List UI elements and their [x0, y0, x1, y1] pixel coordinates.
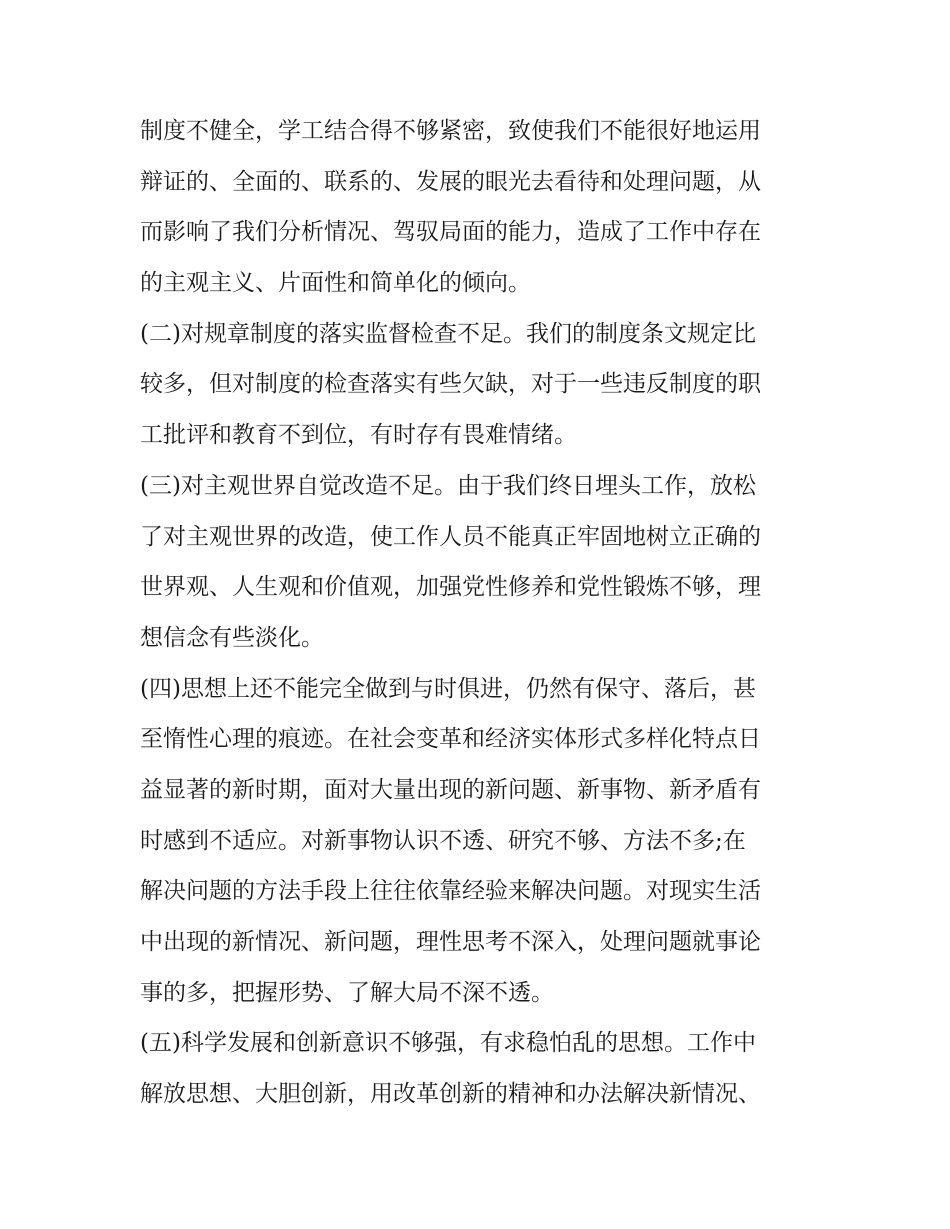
text-line: (四)思想上还不能完全做到与时俱进，仍然有保守、落后，甚: [140, 675, 756, 702]
text-line: 中出现的新情况、新问题，理性思考不深入，处理问题就事论: [140, 929, 761, 955]
text-line: 了对主观世界的改造，使工作人员不能真正牢固地树立正确的: [140, 523, 761, 550]
text-line: 解决问题的方法手段上往往依靠经验来解决问题。对现实生活: [140, 878, 761, 905]
text-line: 益显著的新时期，面对大量出现的新问题、新事物、新矛盾有: [140, 776, 761, 803]
document-body: [140, 106, 820, 1120]
text-line: (五)科学发展和创新意识不够强，有求稳怕乱的思想。工作中: [140, 1030, 756, 1057]
text-line: (二)对规章制度的落实监督检查不足。我们的制度条文规定比: [140, 320, 756, 347]
text-line: 辩证的、全面的、联系的、发展的眼光去看待和处理问题，从: [140, 168, 761, 195]
text-line: 至惰性心理的痕迹。在社会变革和经济实体形式多样化特点日: [140, 726, 761, 753]
text-line: 制度不健全，学工结合得不够紧密，致使我们不能很好地运用: [140, 118, 761, 144]
text-line: 世界观、人生观和价值观，加强党性修养和党性锻炼不够，理: [140, 574, 761, 601]
text-line: 想信念有些淡化。: [140, 624, 324, 651]
text-line: 而影响了我们分析情况、驾驭局面的能力，造成了工作中存在: [140, 219, 761, 246]
text-line: 解放思想、大胆创新，用改革创新的精神和办法解决新情况、: [140, 1081, 761, 1108]
text-line: 工批评和教育不到位，有时存有畏难情绪。: [140, 422, 577, 449]
text-line: 较多，但对制度的检查落实有些欠缺，对于一些违反制度的职: [140, 371, 761, 398]
text-line: 事的多，把握形势、了解大局不深不透。: [140, 979, 554, 1006]
text-line: 时感到不适应。对新事物认识不透、研究不够、方法不多;在: [140, 827, 746, 854]
text-line: (三)对主观世界自觉改造不足。由于我们终日埋头工作，放松: [140, 472, 756, 499]
text-line: 的主观主义、片面性和简单化的倾向。: [140, 270, 531, 297]
